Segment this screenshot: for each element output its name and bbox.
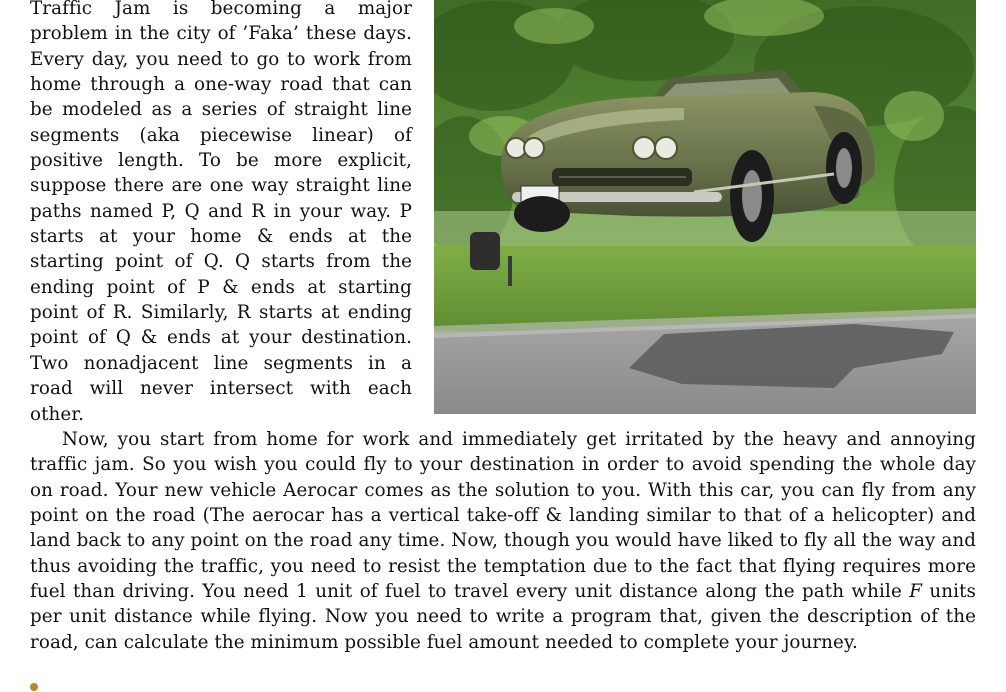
document-body <box>30 0 976 655</box>
paragraph-intro: Traffic Jam is becoming a major problem in the city of ’Faka’ these days. Every day, you need to go to work from home through a one-way road that can be modeled as a series of straight line segments (aka piecewise linear) of positive length. To be more explicit, suppose there are one way straight line paths named P, Q and R in your way. P starts at your home & ends at the starting point of Q. Q starts from the ending point of P & ends at starting point of R. Similarly, R starts at ending point of Q & ends at your destination. Two nonadjacent line segments in a road will never intersect with each other. <box>30 0 412 425</box>
fuel-variable: F <box>909 580 923 602</box>
bullet-marker <box>30 683 38 691</box>
flying-car-illustration <box>434 0 976 414</box>
flying-car-photo <box>434 0 976 414</box>
paragraph-aerocar <box>30 427 976 655</box>
paragraph-aerocar-part-b: units per unit distance while flying. Now you need to write a program that, given the description of the road, can calculate the minimum possible fuel amount needed to complete your journey. <box>30 580 977 653</box>
paragraph-aerocar-part-a: Now, you start from home for work and immediately get irritated by the heavy and annoying traffic jam. So you wish you could fly to your destination in order to avoid spending the whole day on road. Your new vehicle Aerocar comes as the solution to you. With this car, you can fly from any point on the road (The aerocar has a vertical take-off & landing similar to that of a helicopter) and land back to any point on the road any time. Now, though you would have liked to fly all the way and thus avoiding the traffic, you need to resist the temptation due to the fact that flying requires more fuel than driving. You need 1 unit of fuel to travel every unit distance along the path while <box>30 428 976 602</box>
